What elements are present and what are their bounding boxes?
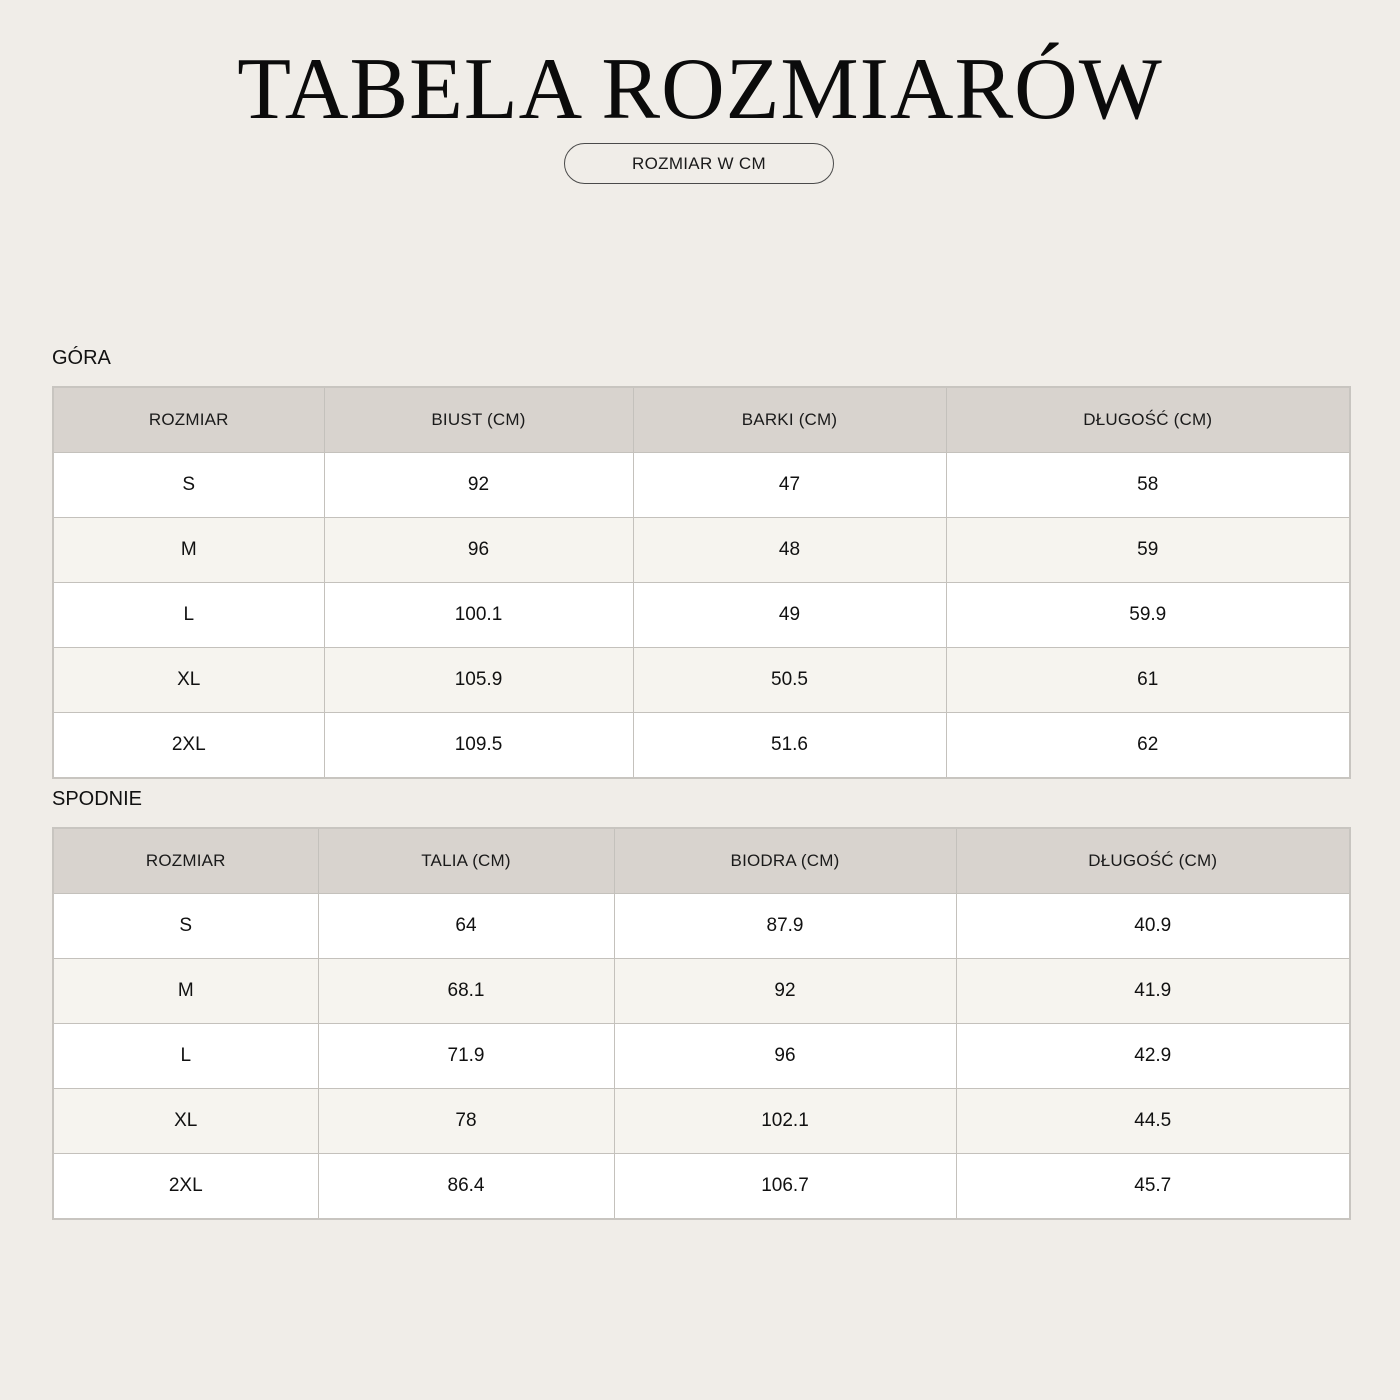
table-cell: 96 bbox=[614, 1024, 956, 1089]
top-size-table bbox=[52, 386, 1351, 779]
table-cell: 109.5 bbox=[324, 713, 633, 779]
table-cell: 105.9 bbox=[324, 648, 633, 713]
table-cell: 106.7 bbox=[614, 1154, 956, 1220]
table-cell: 45.7 bbox=[956, 1154, 1350, 1220]
table-cell: 68.1 bbox=[318, 959, 614, 1024]
table-cell: 44.5 bbox=[956, 1089, 1350, 1154]
column-header-length: DŁUGOŚĆ (CM) bbox=[956, 828, 1350, 894]
table-cell: 58 bbox=[946, 453, 1350, 518]
section-label-pants: SPODNIE bbox=[52, 788, 143, 810]
unit-badge: ROZMIAR W CM bbox=[564, 143, 834, 184]
table-cell: 86.4 bbox=[318, 1154, 614, 1220]
table-cell: L bbox=[53, 583, 324, 648]
table-cell: 2XL bbox=[53, 713, 324, 779]
page-title: TABELA ROZMIARÓW bbox=[237, 41, 1163, 138]
table-cell: 92 bbox=[614, 959, 956, 1024]
table-cell: 47 bbox=[633, 453, 946, 518]
table-cell: 41.9 bbox=[956, 959, 1350, 1024]
table-cell: 102.1 bbox=[614, 1089, 956, 1154]
table-cell: 78 bbox=[318, 1089, 614, 1154]
table-row bbox=[53, 959, 1350, 1024]
table-cell: 62 bbox=[946, 713, 1350, 779]
table-cell: 40.9 bbox=[956, 894, 1350, 959]
table-cell: 49 bbox=[633, 583, 946, 648]
table-cell: 61 bbox=[946, 648, 1350, 713]
table-row bbox=[53, 648, 1350, 713]
table-cell: 50.5 bbox=[633, 648, 946, 713]
table-header-row bbox=[53, 828, 1350, 894]
table-cell: 48 bbox=[633, 518, 946, 583]
table-cell: 92 bbox=[324, 453, 633, 518]
table-row bbox=[53, 894, 1350, 959]
table-cell: 59 bbox=[946, 518, 1350, 583]
table-cell: XL bbox=[53, 648, 324, 713]
table-cell: 71.9 bbox=[318, 1024, 614, 1089]
section-label-top: GÓRA bbox=[52, 347, 111, 369]
table-cell: 2XL bbox=[53, 1154, 318, 1220]
table-header-row bbox=[53, 387, 1350, 453]
table-cell: S bbox=[53, 453, 324, 518]
table-cell: S bbox=[53, 894, 318, 959]
table-row bbox=[53, 1154, 1350, 1220]
column-header-size: ROZMIAR bbox=[53, 828, 318, 894]
table-cell: L bbox=[53, 1024, 318, 1089]
column-header-length: DŁUGOŚĆ (CM) bbox=[946, 387, 1350, 453]
column-header-bust: BIUST (CM) bbox=[324, 387, 633, 453]
table-cell: 59.9 bbox=[946, 583, 1350, 648]
table-row bbox=[53, 453, 1350, 518]
column-header-hips: BIODRA (CM) bbox=[614, 828, 956, 894]
table-row bbox=[53, 713, 1350, 779]
table-cell: XL bbox=[53, 1089, 318, 1154]
column-header-waist: TALIA (CM) bbox=[318, 828, 614, 894]
table-cell: 51.6 bbox=[633, 713, 946, 779]
table-cell: M bbox=[53, 959, 318, 1024]
column-header-shoulders: BARKI (CM) bbox=[633, 387, 946, 453]
table-row bbox=[53, 1024, 1350, 1089]
table-row bbox=[53, 518, 1350, 583]
table-row bbox=[53, 1089, 1350, 1154]
table-row bbox=[53, 583, 1350, 648]
table-cell: 64 bbox=[318, 894, 614, 959]
table-cell: 87.9 bbox=[614, 894, 956, 959]
table-cell: M bbox=[53, 518, 324, 583]
table-cell: 96 bbox=[324, 518, 633, 583]
column-header-size: ROZMIAR bbox=[53, 387, 324, 453]
pants-size-table bbox=[52, 827, 1351, 1220]
table-cell: 42.9 bbox=[956, 1024, 1350, 1089]
table-cell: 100.1 bbox=[324, 583, 633, 648]
